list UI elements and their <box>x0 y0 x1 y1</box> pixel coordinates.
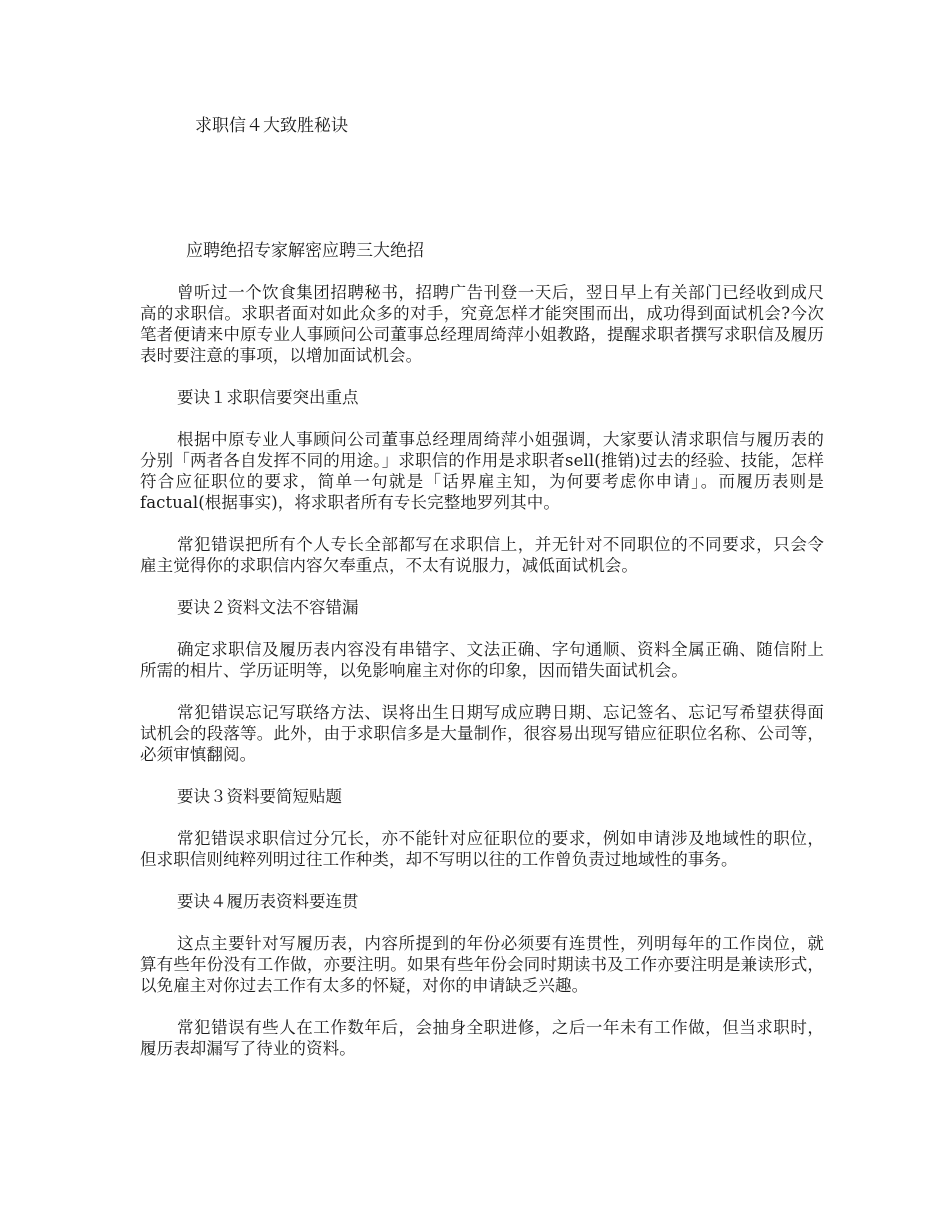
document-title: 求职信４大致胜秘诀 <box>195 116 348 136</box>
paragraph: 常犯错误忘记写联络方法、误将出生日期写成应聘日期、忘记签名、忘记写希望获得面试机会的段落等。此外，由于求职信多是大量制作，很容易出现写错应征职位名称、公司等，必须审慎翻阅。 <box>140 703 824 764</box>
paragraph-intro: 曾听过一个饮食集团招聘秘书，招聘广告刊登一天后，翌日早上有关部门已经收到成尺高的求职信。求职者面对如此众多的对手，究竟怎样才能突围而出，成功得到面试机会?今次笔者便请来中原专业人事顾问公司董事总经理周绮萍小姐教路，提醒求职者撰写求职信及履历表时要注意的事项，以增加面试机会。 <box>140 283 824 365</box>
paragraph: 常犯错误有些人在工作数年后，会抽身全职进修，之后一年未有工作做，但当求职时，履历表却漏写了待业的资料。 <box>140 1018 824 1058</box>
section-heading-2: 要诀２资料文法不容错漏 <box>177 598 359 617</box>
paragraph: 常犯错误把所有个人专长全部都写在求职信上，并无针对不同职位的不同要求，只会令雇主觉得你的求职信内容欠奉重点，不太有说服力，减低面试机会。 <box>140 535 824 575</box>
paragraph: 常犯错误求职信过分冗长，亦不能针对应征职位的要求，例如申请涉及地域性的职位，但求职信则纯粹列明过往工作种类，却不写明以往的工作曾负责过地域性的事务。 <box>140 829 824 869</box>
document-body <box>140 282 824 1080</box>
section-heading-3: 要诀３资料要简短贴题 <box>177 787 342 806</box>
section-heading-4: 要诀４履历表资料要连贯 <box>177 892 359 911</box>
paragraph: 这点主要针对写履历表，内容所提到的年份必须要有连贯性，列明每年的工作岗位，就算有些年份没有工作做，亦要注明。如果有些年份会同时期读书及工作亦要注明是兼读形式，以免雇主对你过去工作有太多的怀疑，对你的申请缺乏兴趣。 <box>140 934 824 995</box>
document-subtitle: 应聘绝招专家解密应聘三大绝招 <box>186 241 424 261</box>
section-heading-1: 要诀１求职信要突出重点 <box>177 388 359 407</box>
paragraph: 根据中原专业人事顾问公司董事总经理周绮萍小姐强调，大家要认清求职信与履历表的分别「两者各自发挥不同的用途。」求职信的作用是求职者sell(推销)过去的经验、技能，怎样符合应征职位的要求，简单一句就是「话界雇主知，为何要考虑你申请」。而履历表则是factual(根据事实)，将求职者所有专长完整地罗列其中。 <box>140 430 824 512</box>
paragraph: 确定求职信及履历表内容没有串错字、文法正确、字句通顺、资料全属正确、随信附上所需的相片、学历证明等，以免影响雇主对你的印象，因而错失面试机会。 <box>140 640 824 680</box>
